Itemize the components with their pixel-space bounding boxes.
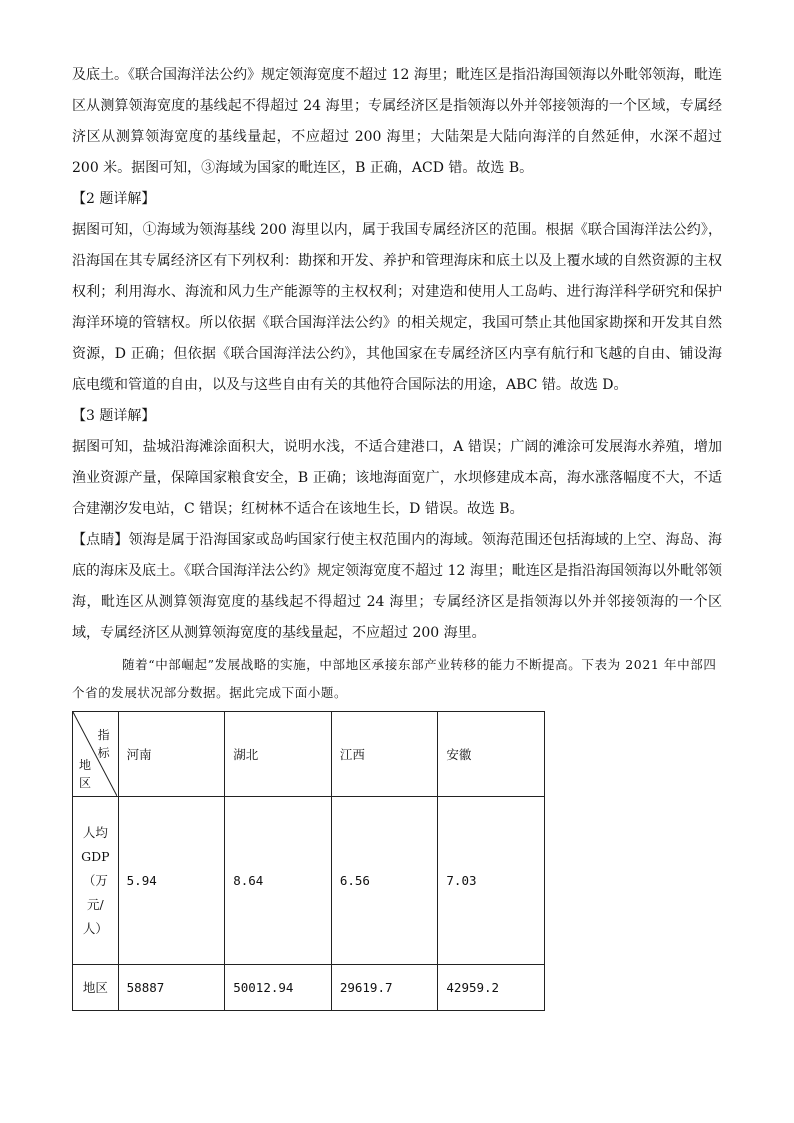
table-cell: 6.56 bbox=[331, 797, 438, 965]
row-label-line: 地区 bbox=[82, 979, 108, 995]
row-label-area bbox=[73, 965, 119, 1011]
row-label-line: 元/ bbox=[86, 896, 104, 912]
paragraph-q2: 据图可知，①海域为领海基线 200 海里以内，属于我国专属经济区的范围。根据《联合国海洋法公约》，沿海国在其专属经济区有下列权利：勘探和开发、养护和管理海床和底土以及上覆水域的自然资源的主权权利；利用海水、海流和风力生产能源等的主权权利；对建造和使用人工岛屿、进行海洋科学研究和保护海洋环境的管辖权。所以依据《联合国海洋法公约》的相关规定，我国可禁止其他国家勘探和开发其自然资源，D 正确；但依据《联合国海洋法公约》，其他国家在专属经济区内享有航行和飞越的自由、铺设海底电缆和管道的自由，以及与这些自由有关的其他符合国际法的用途，ABC 错。故选 D。 bbox=[72, 222, 722, 393]
table-header-cell: 河南 bbox=[118, 712, 225, 797]
table-header-cell: 安徽 bbox=[438, 712, 545, 797]
table-corner-cell bbox=[73, 712, 119, 797]
corner-bottom-label: 地区 bbox=[79, 758, 92, 790]
table-cell: 5.94 bbox=[118, 797, 225, 965]
row-label-line: 人） bbox=[82, 920, 108, 936]
key-point-paragraph: 【点睛】领海是属于沿海国家或岛屿国家行使主权范围内的海域。领海范围还包括海域的上空、海岛、海底的海床及底土。《联合国海洋法公约》规定领海宽度不超过 12 海里；毗连区是指沿海国领海以外毗邻领海，毗连区从测算领海宽度的基线起不得超过 24 海里；专属经济区是指领海以外并邻接领海的一个区域，专属经济区从测算领海宽度的基线量起，不应超过 200 海里。 bbox=[72, 532, 722, 641]
q2-heading: 【2 题详解】 bbox=[72, 191, 156, 207]
row-label-line: 人均 bbox=[82, 824, 108, 840]
document-body bbox=[72, 60, 722, 1011]
table-header-cell: 湖北 bbox=[225, 712, 332, 797]
row-label-line: GDP bbox=[81, 848, 110, 864]
table-cell: 7.03 bbox=[438, 797, 545, 965]
province-data-table bbox=[72, 711, 545, 1011]
table-row bbox=[73, 797, 545, 965]
table-header-row bbox=[73, 712, 545, 797]
table-cell: 8.64 bbox=[225, 797, 332, 965]
table-cell: 50012.94 bbox=[225, 965, 332, 1011]
row-label-line: （万 bbox=[82, 872, 108, 888]
table-row bbox=[73, 965, 545, 1011]
corner-top-label: 指标 bbox=[97, 728, 110, 760]
paragraph-q3: 据图可知，盐城沿海滩涂面积大，说明水浅，不适合建港口，A 错误；广阔的滩涂可发展海水养殖，增加渔业资源产量，保障国家粮食安全，B 正确；该地海面宽广，水坝修建成本高，海水涨落幅度不大，不适合建潮汐发电站，C 错误；红树林不适合在该地生长，D 错误。故选 B。 bbox=[72, 439, 722, 517]
table-cell: 58887 bbox=[118, 965, 225, 1011]
table-cell: 42959.2 bbox=[438, 965, 545, 1011]
table-cell: 29619.7 bbox=[331, 965, 438, 1011]
table-header-cell: 江西 bbox=[331, 712, 438, 797]
paragraph-1: 及底土。《联合国海洋法公约》规定领海宽度不超过 12 海里；毗连区是指沿海国领海以外毗邻领海，毗连区从测算领海宽度的基线起不得超过 24 海里；专属经济区是指领海以外并邻接领海的一个区域，专属经济区从测算领海宽度的基线量起，不应超过 200 海里；大陆架是大陆向海洋的自然延伸，水深不超过 200 米。据图可知，③海域为国家的毗连区，B 正确，ACD 错。故选 B。 bbox=[72, 67, 722, 176]
row-label-gdp bbox=[73, 797, 119, 965]
q3-heading: 【3 题详解】 bbox=[72, 408, 156, 424]
table-intro: 随着“中部崛起”发展战略的实施，中部地区承接东部产业转移的能力不断提高。下表为 2021 年中部四个省的发展状况部分数据。据此完成下面小题。 bbox=[72, 657, 717, 700]
